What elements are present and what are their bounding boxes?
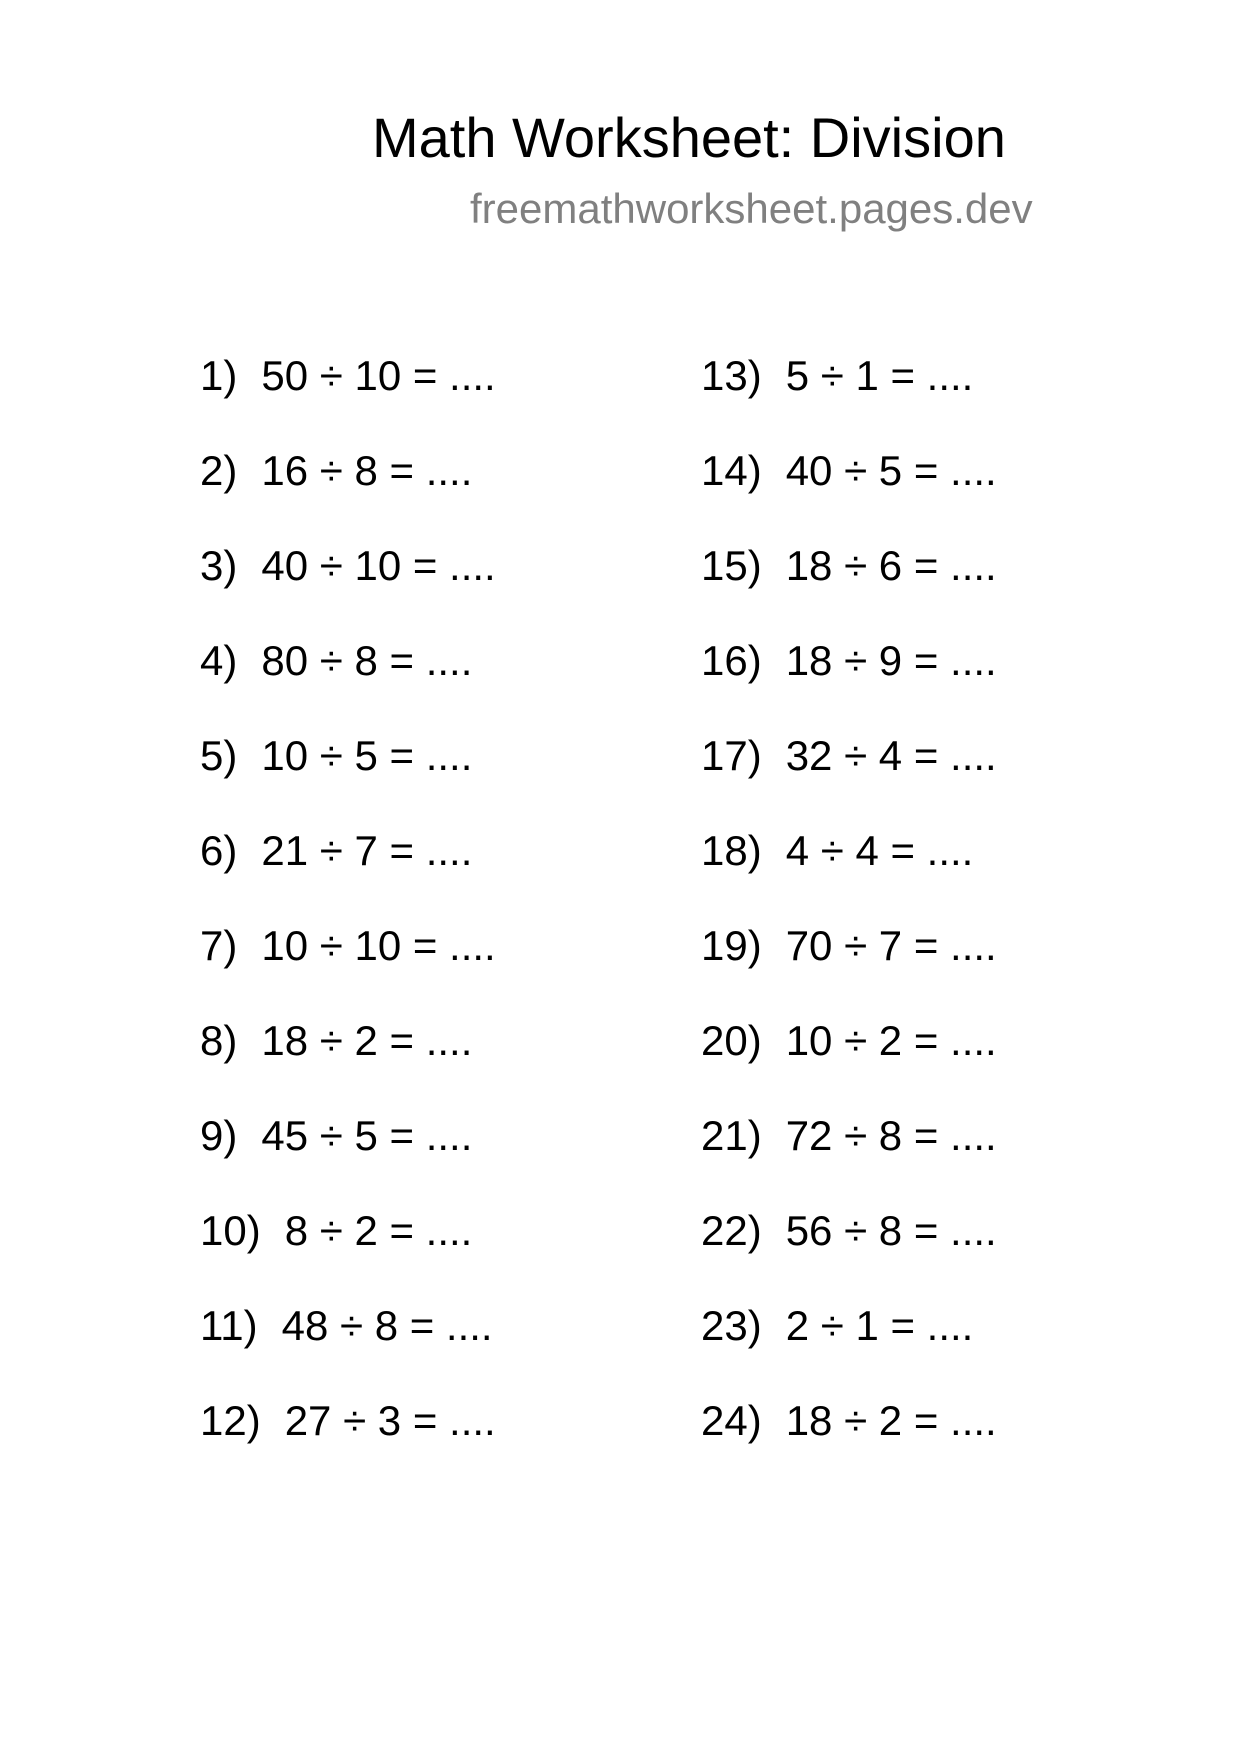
problem-number: 24) [701,1397,762,1444]
problem-number: 13) [701,352,762,399]
problem-expression: 80 ÷ 8 = .... [261,637,473,684]
problem-number: 17) [701,732,762,779]
problem-item [200,1393,700,1488]
problem-item [200,348,700,443]
problem-expression: 5 ÷ 1 = .... [785,352,974,399]
problem-number: 15) [701,542,762,589]
problem-number: 8) [200,1017,238,1064]
problem-expression: 10 ÷ 10 = .... [261,922,496,969]
problem-expression: 4 ÷ 4 = .... [785,827,974,874]
problem-item [200,918,700,1013]
problem-item [701,918,1201,1013]
problem-number: 4) [200,637,238,684]
problem-item [701,1108,1201,1203]
problem-item [200,633,700,728]
problem-expression: 10 ÷ 5 = .... [261,732,473,779]
problem-number: 23) [701,1302,762,1349]
problem-expression: 50 ÷ 10 = .... [261,352,496,399]
problem-item [200,823,700,918]
problem-number: 3) [200,542,238,589]
page-subtitle: freemathworksheet.pages.dev [470,185,1033,232]
problem-item [701,1298,1201,1393]
problem-expression: 2 ÷ 1 = .... [785,1302,974,1349]
problem-number: 16) [701,637,762,684]
problem-number: 18) [701,827,762,874]
problem-number: 11) [200,1302,258,1349]
problem-expression: 27 ÷ 3 = .... [284,1397,496,1444]
page-title: Math Worksheet: Division [372,106,1006,169]
problem-item [200,1298,700,1393]
problem-expression: 8 ÷ 2 = .... [284,1207,473,1254]
problem-item [701,348,1201,443]
problem-item [701,633,1201,728]
problem-expression: 40 ÷ 5 = .... [785,447,997,494]
problems-column-left [200,348,700,1488]
problem-expression: 18 ÷ 6 = .... [785,542,997,589]
problem-expression: 40 ÷ 10 = .... [261,542,496,589]
problem-number: 2) [200,447,238,494]
problem-item [701,1013,1201,1108]
problem-number: 12) [200,1397,261,1444]
problem-item [701,538,1201,633]
problem-item [200,1108,700,1203]
problem-number: 9) [200,1112,238,1159]
problem-item [200,728,700,823]
problem-expression: 48 ÷ 8 = .... [281,1302,493,1349]
problem-item [200,1203,700,1298]
problem-item [200,538,700,633]
problem-expression: 18 ÷ 2 = .... [261,1017,473,1064]
problem-number: 19) [701,922,762,969]
problem-expression: 70 ÷ 7 = .... [785,922,997,969]
problem-number: 20) [701,1017,762,1064]
problem-expression: 18 ÷ 9 = .... [785,637,997,684]
problem-number: 5) [200,732,238,779]
problem-number: 1) [200,352,238,399]
problem-number: 7) [200,922,238,969]
problem-expression: 72 ÷ 8 = .... [785,1112,997,1159]
problem-expression: 21 ÷ 7 = .... [261,827,473,874]
problem-number: 21) [701,1112,762,1159]
problem-expression: 45 ÷ 5 = .... [261,1112,473,1159]
problem-item [200,443,700,538]
problems-column-right [701,348,1201,1488]
problem-number: 10) [200,1207,261,1254]
problem-expression: 18 ÷ 2 = .... [785,1397,997,1444]
problem-expression: 16 ÷ 8 = .... [261,447,473,494]
problem-item [701,823,1201,918]
problem-number: 14) [701,447,762,494]
problem-number: 22) [701,1207,762,1254]
problem-item [701,443,1201,538]
problem-item [200,1013,700,1108]
problem-item [701,1203,1201,1298]
problem-item [701,728,1201,823]
problem-item [701,1393,1201,1488]
problem-expression: 56 ÷ 8 = .... [785,1207,997,1254]
problem-expression: 32 ÷ 4 = .... [785,732,997,779]
problem-expression: 10 ÷ 2 = .... [785,1017,997,1064]
problem-number: 6) [200,827,238,874]
